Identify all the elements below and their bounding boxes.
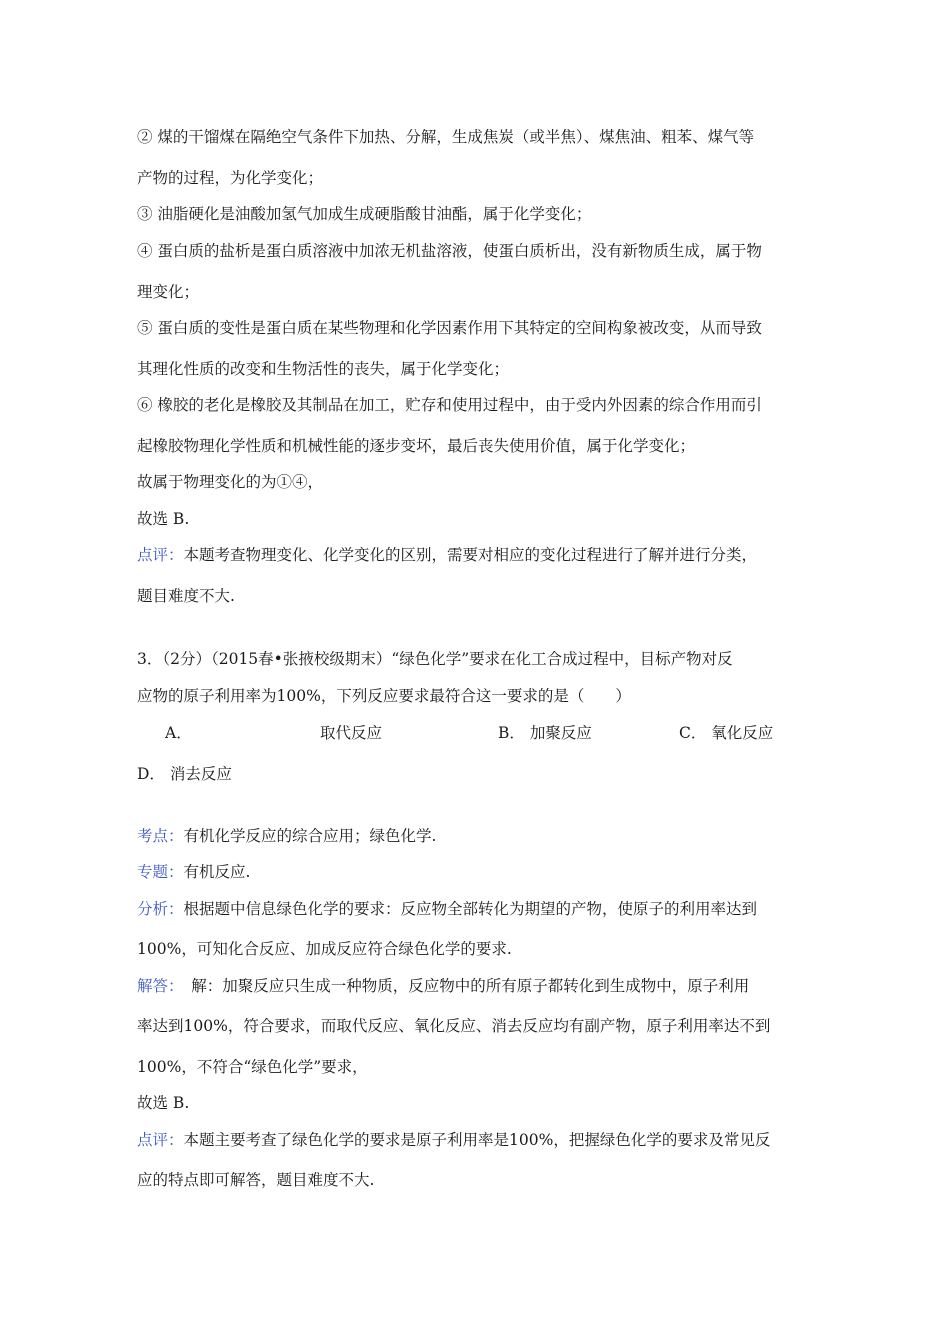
fenxi-line xyxy=(137,899,837,919)
jieda-line: 100%，不符合“绿色化学”要求， xyxy=(137,1058,368,1076)
fenxi-label: 分析： xyxy=(137,900,184,918)
answer-line: 故选 B. xyxy=(137,510,190,528)
text-line: ⑤ 蛋白质的变性是蛋白质在某些物理和化学因素作用下其特定的空间构象被改变，从而导致 xyxy=(137,319,762,337)
comment-text: 本题考查物理变化、化学变化的区别，需要对相应的变化过程进行了解并进行分类， xyxy=(183,546,758,564)
comment-text: 本题主要考查了绿色化学的要求是原子利用率是100%，把握绿色化学的要求及常见反 xyxy=(183,1131,771,1149)
text-line: 其理化性质的改变和生物活性的丧失，属于化学变化； xyxy=(137,360,510,378)
zhuanti-label: 专题： xyxy=(137,863,184,881)
comment-line xyxy=(137,1130,837,1150)
zhuanti-text: 有机反应. xyxy=(183,863,251,881)
text-line: 理变化； xyxy=(137,283,200,301)
option-a-letter: A． xyxy=(165,724,192,742)
comment-line: 题目难度不大. xyxy=(137,587,235,605)
jieda-line: 率达到100%，符合要求，而取代反应、氧化反应、消去反应均有副产物，原子利用率达不到 xyxy=(137,1017,771,1035)
text-line: ③ 油脂硬化是油酸加氢气加成生成硬脂酸甘油酯，属于化学变化； xyxy=(137,205,592,223)
jieda-label: 解答： xyxy=(137,977,176,995)
fenxi-text: 根据题中信息绿色化学的要求：反应物全部转化为期望的产物，使原子的利用率达到 xyxy=(183,900,758,918)
text-line: 产物的过程，为化学变化； xyxy=(137,169,324,187)
question-stem: 3．（2分）（2015春•张掖校级期末）“绿色化学”要求在化工合成过程中，目标产物对反 xyxy=(137,650,733,668)
option-a-text: 取代反应 xyxy=(320,724,383,742)
text-line: 起橡胶物理化学性质和机械性能的逐步变坏，最后丧失使用价值，属于化学变化； xyxy=(137,437,696,455)
comment-line xyxy=(137,545,837,565)
option-b: B． 加聚反应 xyxy=(498,724,592,742)
comment-line: 应的特点即可解答，题目难度不大. xyxy=(137,1171,375,1189)
zhuanti-line xyxy=(137,862,837,882)
answer-line: 故选 B. xyxy=(137,1094,190,1112)
fenxi-line: 100%，可知化合反应、加成反应符合绿色化学的要求. xyxy=(137,940,512,958)
text-line: ② 煤的干馏煤在隔绝空气条件下加热、分解，生成焦炭（或半焦）、煤焦油、粗苯、煤气等 xyxy=(137,128,755,146)
text-line: ⑥ 橡胶的老化是橡胶及其制品在加工，贮存和使用过程中，由于受内外因素的综合作用而引 xyxy=(137,396,762,414)
kaodian-line xyxy=(137,826,837,846)
kaodian-label: 考点： xyxy=(137,827,184,845)
option-c: C． 氧化反应 xyxy=(679,724,774,742)
text-line: ④ 蛋白质的盐析是蛋白质溶液中加浓无机盐溶液，使蛋白质析出，没有新物质生成，属于物 xyxy=(137,242,762,260)
kaodian-text: 有机化学反应的综合应用；绿色化学. xyxy=(183,827,437,845)
comment-label: 点评： xyxy=(137,1131,184,1149)
text-line: 故属于物理变化的为①④， xyxy=(137,473,324,491)
question-stem: 应物的原子利用率为100%，下列反应要求最符合这一要求的是（ ） xyxy=(137,687,631,705)
jieda-text: 解：加聚反应只生成一种物质，反应物中的所有原子都转化到生成物中，原子利用 xyxy=(175,977,750,995)
option-d: D． 消去反应 xyxy=(137,765,232,783)
jieda-line xyxy=(137,976,837,996)
comment-label: 点评： xyxy=(137,546,184,564)
